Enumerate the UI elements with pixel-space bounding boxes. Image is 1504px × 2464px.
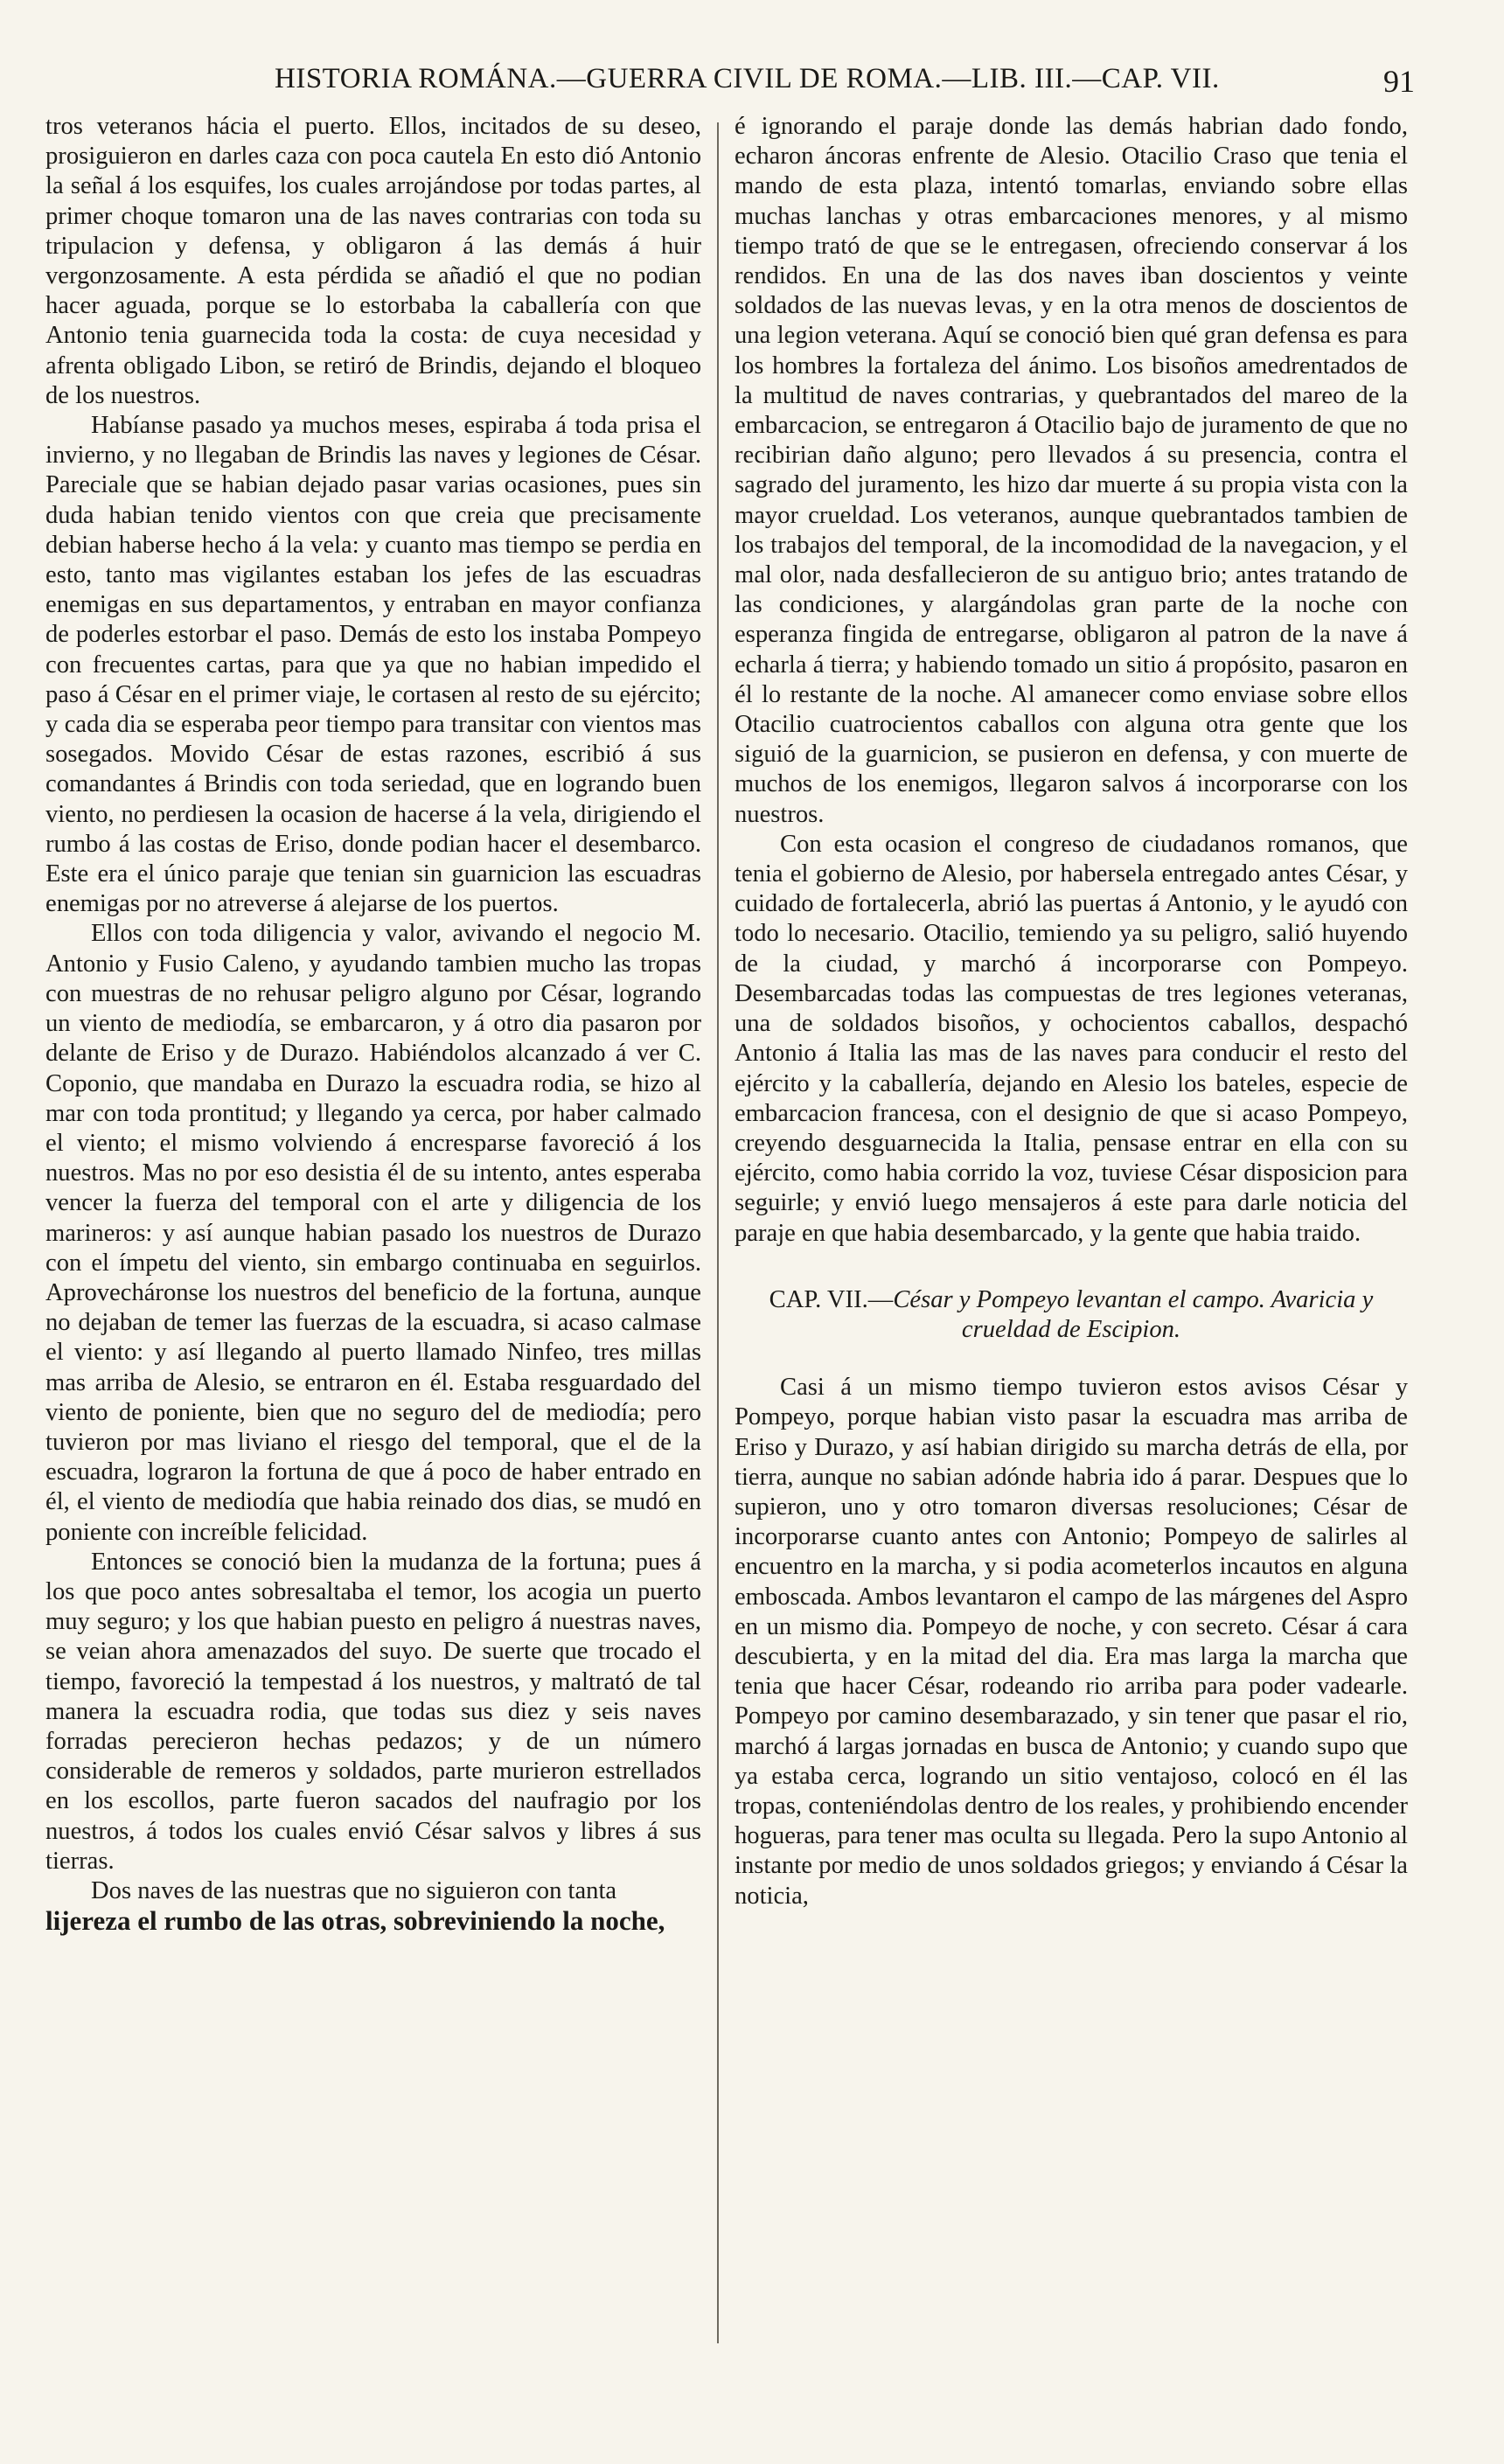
running-title: HISTORIA ROMÁNA.—GUERRA CIVIL DE ROMA.—LIB. III.—CAP. VII.: [275, 63, 1220, 94]
left-column: [45, 112, 701, 1936]
paragraph: lijereza el rumbo de las otras, sobreviniendo la noche,: [45, 1905, 665, 1937]
column-divider: [717, 122, 719, 2343]
paragraph: Entonces se conoció bien la mudanza de la fortuna; pues á los que poco antes sobresaltaba el temor, los acogia un puerto muy seguro; y los que habian puesto en peligro á nuestras naves, se veian ahora amenazados del suyo. De suerte que trocado el tiempo, favoreció la tempestad á los nuestros, y maltrató de tal manera la escuadra rodia, que todas sus diez y seis naves forradas perecieron hechas pedazos; y de un número considerable de remeros y soldados, parte murieron estrellados en los escollos, parte fueron sacados del naufragio por los nuestros, á todos los cuales envió César salvos y libres á sus tierras.: [45, 1548, 701, 1875]
chapter-label: CAP. VII.—: [769, 1285, 894, 1313]
paragraph: Casi á un mismo tiempo tuvieron estos avisos César y Pompeyo, porque habian visto pasar la escuadra mas arriba de Eriso y Durazo, y así habian dirigido su marcha detrás de ella, por tierra, aunque no sabian adónde habria ido á parar. Despues que lo supieron, uno y otro tomaron diversas resoluciones; César de incorporarse cuanto antes con Antonio; Pompeyo de salirles al encuentro en la marcha, y si podia acometerlos incautos en alguna emboscada. Ambos levantaron el campo de las márgenes del Aspro en un mismo dia. Pompeyo de noche, y con secreto. César á cara descubierta, y en la mitad del dia. Era mas larga la marcha que tenia que hacer César, rodeando rio arriba para poder vadearle. Pompeyo por camino desembarazado, y sin tener que pasar el rio, marchó á largas jornadas en busca de Antonio; y cuando supo que ya estaba cerca, logrando un sitio ventajoso, colocó en él las tropas, conteniéndolas dentro de los reales, y prohibiendo encender hogueras, para tener mas oculta su llegada. Pero la supo Antonio al instante por medio de unos soldados griegos; y enviando á César la noticia,: [735, 1374, 1408, 1910]
paragraph: tros veteranos hácia el puerto. Ellos, incitados de su deseo, prosiguieron en darles caza con poca cautela En esto dió Antonio la señal á los esquifes, los cuales arrojándose por todas partes, al primer choque tomaron una de las naves contrarias con toda su tripulacion y defensa, y obligaron á las demás á huir vergonzosamente. A esta pérdida se añadió el que no podian hacer aguada, porque se lo estorbaba la caballería con que Antonio tenia guarnecida toda la costa: de cuya necesidad y afrenta obligado Libon, se retiró de Brindis, dejando el bloqueo de los nuestros.: [45, 113, 701, 409]
paragraph: Dos naves de las nuestras que no siguieron con tanta: [91, 1876, 617, 1904]
paragraph: Ellos con toda diligencia y valor, avivando el negocio M. Antonio y Fusio Caleno, y ayudando tambien mucho las tropas con muestras de no rehusar peligro alguno por César, logrando un viento de mediodía, se embarcaron, y á otro dia pasaron por delante de Eriso y de Durazo. Habiéndolos alcanzado á ver C. Coponio, que mandaba en Durazo la escuadra rodia, se hizo al mar con toda prontitud; y llegando ya cerca, por haber calmado el viento; el mismo volviendo á encresparse favoreció á los nuestros. Mas no por eso desistia él de su intento, antes esperaba vencer la fuerza del temporal con el arte y diligencia de los marineros: y así aunque habian pasado los nuestros de Durazo con el ímpetu del viento, sin embargo continuaba en seguirlos. Aprovecháronse los nuestros del beneficio de la fortuna, aunque no dejaban de temer las fuerzas de la escuadra, si acaso calmase el viento: y así llegando al puerto llamado Ninfeo, tres millas mas arriba de Alesio, se entraron en él. Estaba resguardado del viento de poniente, bien que no seguro del de mediodía; pero tuvieron por mas liviano el riesgo del temporal, que el de la escuadra, lograron la fortuna de que á poco de haber entrado en él, el viento de mediodía que habia reinado dos dias, se mudó en poniente con increíble felicidad.: [45, 920, 701, 1546]
page-number: 91: [1383, 64, 1415, 99]
chapter-heading: [735, 1285, 1408, 1345]
paragraph: Con esta ocasion el congreso de ciudadanos romanos, que tenia el gobierno de Alesio, por habersela entregado antes César, y cuidado de fortalecerla, abrió las puertas á Antonio, y le ayudó con todo lo necesario. Otacilio, temiendo ya su peligro, salió huyendo de la ciudad, y marchó á incorporarse con Pompeyo. Desembarcadas todas las compuestas de tres legiones veteranas, una de soldados bisoños, y ochocientos caballos, despachó Antonio á Italia las mas de las naves para conducir el resto del ejército y la caballería, dejando en Alesio los bateles, especie de embarcacion francesa, con el designio de que si acaso Pompeyo, creyendo desguarnecida la Italia, pensase entrar en ella con su ejército, como habia corrido la voz, tuviese César disposicion para seguirle; y envió luego mensajeros á este para darle noticia del paraje en que habia desembarcado, y la gente que habia traido.: [735, 830, 1408, 1247]
running-header: [45, 63, 1415, 103]
right-column: [735, 112, 1408, 1911]
paragraph: é ignorando el paraje donde las demás habrian dado fondo, echaron áncoras enfrente de Alesio. Otacilio Craso que tenia el mando de esta plaza, intentó tomarlas, enviando sobre ellas muchas lanchas y otras embarcaciones menores, y al mismo tiempo trató de que se le entregasen, ofreciendo conservar á los rendidos. En una de las dos naves iban doscientos y veinte soldados de las nuevas levas, y en la otra menos de doscientos de una legion veterana. Aquí se conoció bien qué gran defensa es para los hombres la fortaleza del ánimo. Los bisoños amedrentados de la multitud de naves contrarias, y quebrantados del mareo de la embarcacion, se entregaron á Otacilio bajo de juramento de que no recibirian daño alguno; pero llevados á su presencia, contra el sagrado del juramento, les hizo dar muerte á su propia vista con la mayor crueldad. Los veteranos, aunque quebrantados tambien de los trabajos del temporal, de la incomodidad de la navegacion, y el mal olor, nada desfallecieron de su antiguo brio; antes tratando de las condiciones, y alargándolas gran parte de la noche con esperanza fingida de entregarse, obligaron al patron de la nave á echarla á tierra; y habiendo tomado un sitio á propósito, pasaron en él lo restante de la noche. Al amanecer como enviase sobre ellos Otacilio cuatrocientos caballos con alguna otra gente que los siguió de la guarnicion, se pusieron en defensa, y con muerte de muchos de los enemigos, llegaron salvos á incorporarse con los nuestros.: [735, 113, 1408, 828]
paragraph: Habíanse pasado ya muchos meses, espiraba á toda prisa el invierno, y no llegaban de Brindis las naves y legiones de César. Pareciale que se habian dejado pasar varias ocasiones, pues sin duda habian tenido vientos con que creia que precisamente debian haberse hecho á la vela: y cuanto mas tiempo se perdia en esto, tanto mas vigilantes estaban los jefes de las escuadras enemigas en sus departamentos, y entraban en mayor confianza de poderles estorbar el paso. Demás de esto los instaba Pompeyo con frecuentes cartas, para que ya que no habian impedido el paso á César en el primer viaje, le cortasen al resto de su ejército; y cada dia se esperaba peor tiempo para transitar con vientos mas sosegados. Movido César de estas razones, escribió á sus comandantes á Brindis con toda seriedad, que en logrando buen viento, no perdiesen la ocasion de hacerse á la vela, dirigiendo el rumbo á las costas de Eriso, donde podian hacer el desembarco. Este era el único paraje que tenian sin guarnicion las escuadras enemigas por no atreverse á alejarse de los puertos.: [45, 412, 701, 918]
chapter-title: César y Pompeyo levantan el campo. Avaricia y crueldad de Escipion.: [893, 1285, 1374, 1343]
